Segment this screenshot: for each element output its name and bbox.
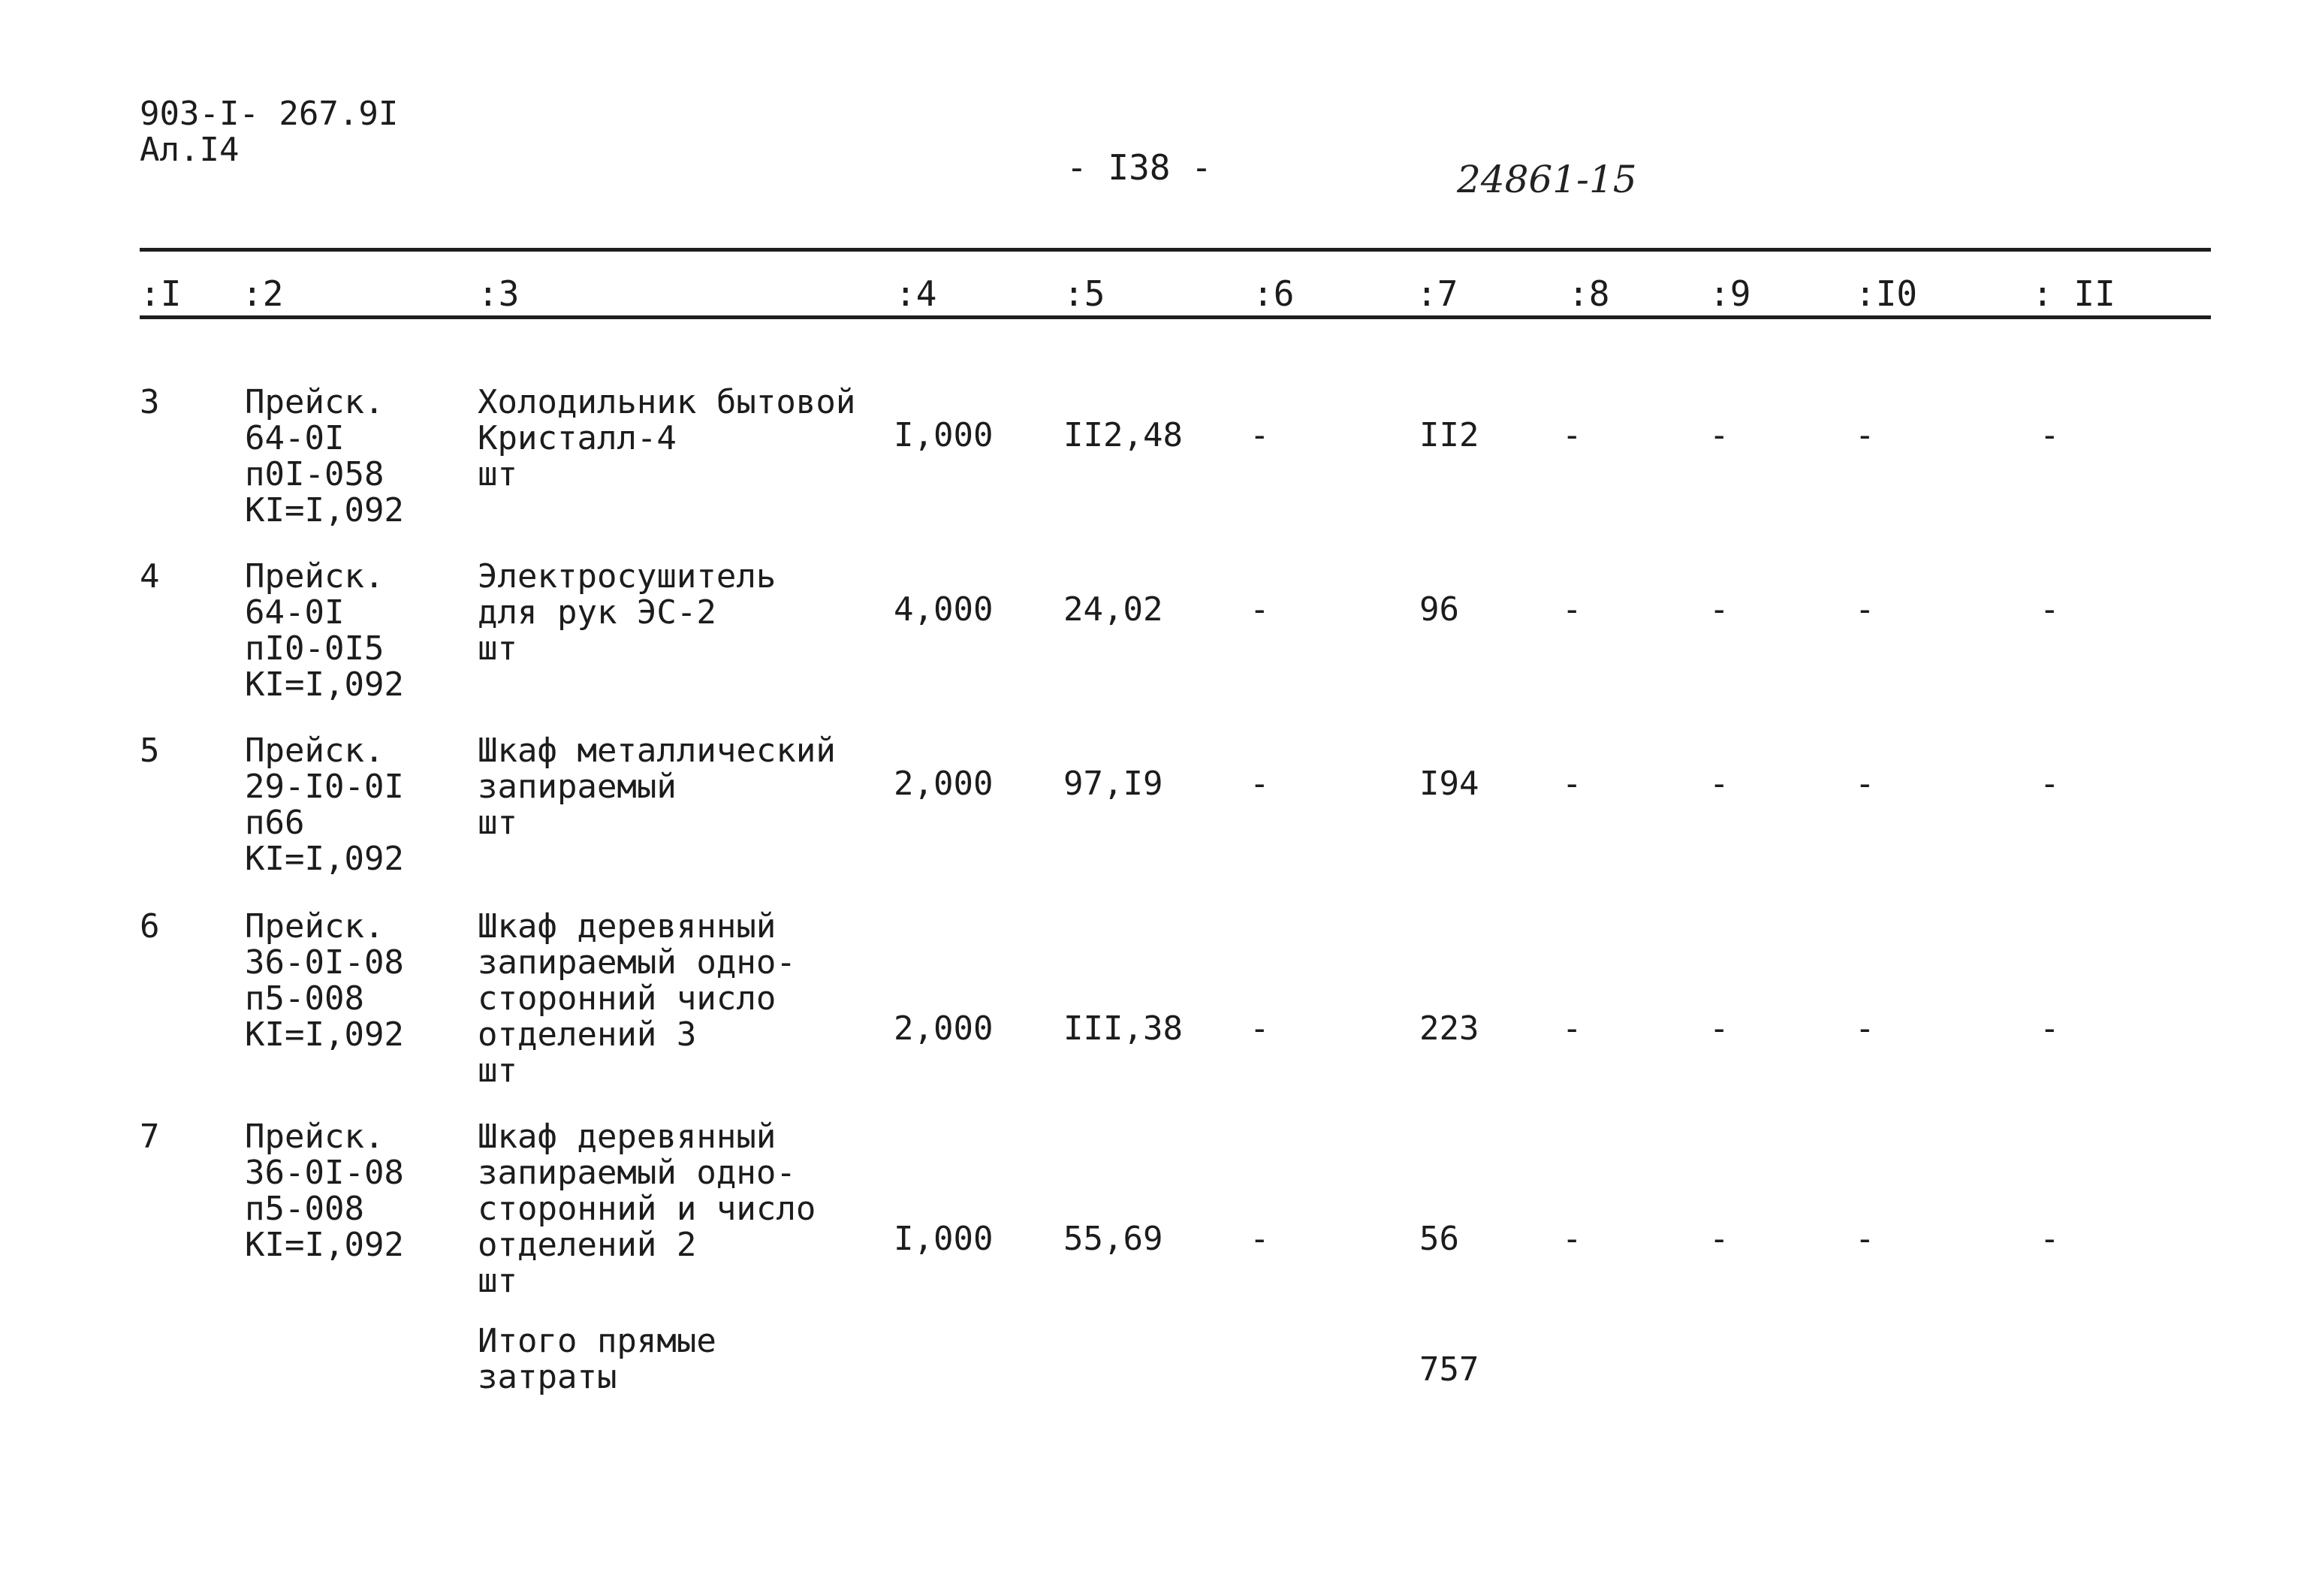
unit-price: III,38: [1063, 1009, 1183, 1048]
row-number: 3: [140, 383, 160, 421]
col8-value: -: [1562, 590, 1582, 629]
document-code-line1: 903-I- 267.9I: [140, 95, 399, 133]
summary-label-line: затраты: [478, 1358, 617, 1396]
col11-value: -: [2040, 1009, 2060, 1048]
col9-value: -: [1709, 1220, 1729, 1258]
col10-value: -: [1855, 416, 1875, 454]
handwritten-number: 24861-15: [1457, 158, 1637, 201]
item-name: [478, 1119, 816, 1299]
summary-total: 757: [1419, 1350, 1479, 1389]
col-header-4: :4: [895, 273, 937, 314]
ref-line: Прейск.: [245, 557, 384, 596]
page-number: - I38 -: [1066, 147, 1212, 188]
col9-value: -: [1709, 765, 1729, 803]
price-reference: [245, 559, 404, 703]
col-header-3: :3: [478, 273, 520, 314]
total-cost: 56: [1419, 1220, 1459, 1258]
name-line: отделений 3: [478, 1015, 697, 1054]
col-header-2: :2: [242, 273, 284, 314]
name-line: запираемый: [478, 768, 677, 806]
quantity: 2,000: [894, 1009, 994, 1048]
item-name: [478, 909, 796, 1089]
col11-value: -: [2040, 590, 2060, 629]
col10-value: -: [1855, 1009, 1875, 1048]
col6-value: -: [1250, 1220, 1270, 1258]
ref-line: КI=I,092: [245, 665, 404, 704]
col-header-7: :7: [1416, 273, 1458, 314]
name-line: отделений 2: [478, 1226, 697, 1264]
ref-line: Прейск.: [245, 383, 384, 421]
ref-line: 64-0I: [245, 593, 345, 632]
col-header-11: : II: [2032, 273, 2116, 314]
total-cost: 223: [1419, 1009, 1479, 1048]
name-line: для рук ЭС-2: [478, 593, 716, 632]
name-line: Холодильник бытовой: [478, 383, 856, 421]
document-code: [140, 96, 398, 168]
item-name: [478, 385, 855, 493]
ref-line: пI0-0I5: [245, 629, 384, 668]
name-line: шт: [478, 1262, 517, 1300]
sheet-number: Ал.I4: [140, 131, 240, 169]
name-line: Шкаф металлический: [478, 732, 836, 770]
top-rule: [140, 248, 2211, 252]
ref-line: Прейск.: [245, 1118, 384, 1156]
col-header-6: :6: [1253, 273, 1295, 314]
name-line: сторонний число: [478, 979, 777, 1018]
ref-line: п66: [245, 804, 305, 842]
total-cost: I94: [1419, 765, 1479, 803]
col-header-1: :I: [140, 273, 182, 314]
ref-line: п5-008: [245, 1190, 364, 1228]
col6-value: -: [1250, 1009, 1270, 1048]
col11-value: -: [2040, 765, 2060, 803]
col11-value: -: [2040, 1220, 2060, 1258]
summary-label-line: Итого прямые: [478, 1322, 716, 1360]
quantity: I,000: [894, 1220, 994, 1258]
name-line: шт: [478, 1051, 517, 1090]
ref-line: Прейск.: [245, 732, 384, 770]
col6-value: -: [1250, 590, 1270, 629]
price-reference: [245, 909, 404, 1053]
item-name: [478, 559, 776, 667]
name-line: шт: [478, 629, 517, 668]
col9-value: -: [1709, 1009, 1729, 1048]
col-header-8: :8: [1568, 273, 1610, 314]
quantity: 4,000: [894, 590, 994, 629]
col11-value: -: [2040, 416, 2060, 454]
unit-price: II2,48: [1063, 416, 1183, 454]
ref-line: 36-0I-08: [245, 1154, 404, 1192]
row-number: 6: [140, 907, 160, 946]
col10-value: -: [1855, 1220, 1875, 1258]
ref-line: КI=I,092: [245, 1015, 404, 1054]
price-reference: [245, 385, 404, 529]
name-line: Шкаф деревянный: [478, 1118, 777, 1156]
col10-value: -: [1855, 765, 1875, 803]
ref-line: Прейск.: [245, 907, 384, 946]
row-number: 4: [140, 557, 160, 596]
col-header-10: :I0: [1855, 273, 1918, 314]
ref-line: КI=I,092: [245, 491, 404, 529]
price-reference: [245, 1119, 404, 1263]
unit-price: 55,69: [1063, 1220, 1163, 1258]
row-number: 5: [140, 732, 160, 770]
name-line: сторонний и число: [478, 1190, 816, 1228]
ref-line: КI=I,092: [245, 1226, 404, 1264]
price-reference: [245, 733, 404, 877]
ref-line: п5-008: [245, 979, 364, 1018]
item-name: [478, 733, 836, 841]
col8-value: -: [1562, 1009, 1582, 1048]
col8-value: -: [1562, 765, 1582, 803]
col-header-9: :9: [1709, 273, 1751, 314]
quantity: I,000: [894, 416, 994, 454]
col6-value: -: [1250, 765, 1270, 803]
col8-value: -: [1562, 1220, 1582, 1258]
ref-line: 64-0I: [245, 419, 345, 457]
total-cost: 96: [1419, 590, 1459, 629]
col9-value: -: [1709, 590, 1729, 629]
name-line: Шкаф деревянный: [478, 907, 777, 946]
name-line: шт: [478, 455, 517, 493]
summary-label: [478, 1323, 716, 1395]
name-line: Кристалл-4: [478, 419, 677, 457]
col6-value: -: [1250, 416, 1270, 454]
name-line: Электросушитель: [478, 557, 777, 596]
name-line: запираемый одно-: [478, 1154, 796, 1192]
col8-value: -: [1562, 416, 1582, 454]
unit-price: 24,02: [1063, 590, 1163, 629]
ref-line: 29-I0-0I: [245, 768, 404, 806]
name-line: запираемый одно-: [478, 943, 796, 982]
col9-value: -: [1709, 416, 1729, 454]
row-number: 7: [140, 1118, 160, 1156]
col10-value: -: [1855, 590, 1875, 629]
col-header-5: :5: [1063, 273, 1105, 314]
ref-line: п0I-058: [245, 455, 384, 493]
header-bottom-rule: [140, 315, 2211, 319]
unit-price: 97,I9: [1063, 765, 1163, 803]
quantity: 2,000: [894, 765, 994, 803]
ref-line: 36-0I-08: [245, 943, 404, 982]
ref-line: КI=I,092: [245, 840, 404, 878]
name-line: шт: [478, 804, 517, 842]
total-cost: II2: [1419, 416, 1479, 454]
